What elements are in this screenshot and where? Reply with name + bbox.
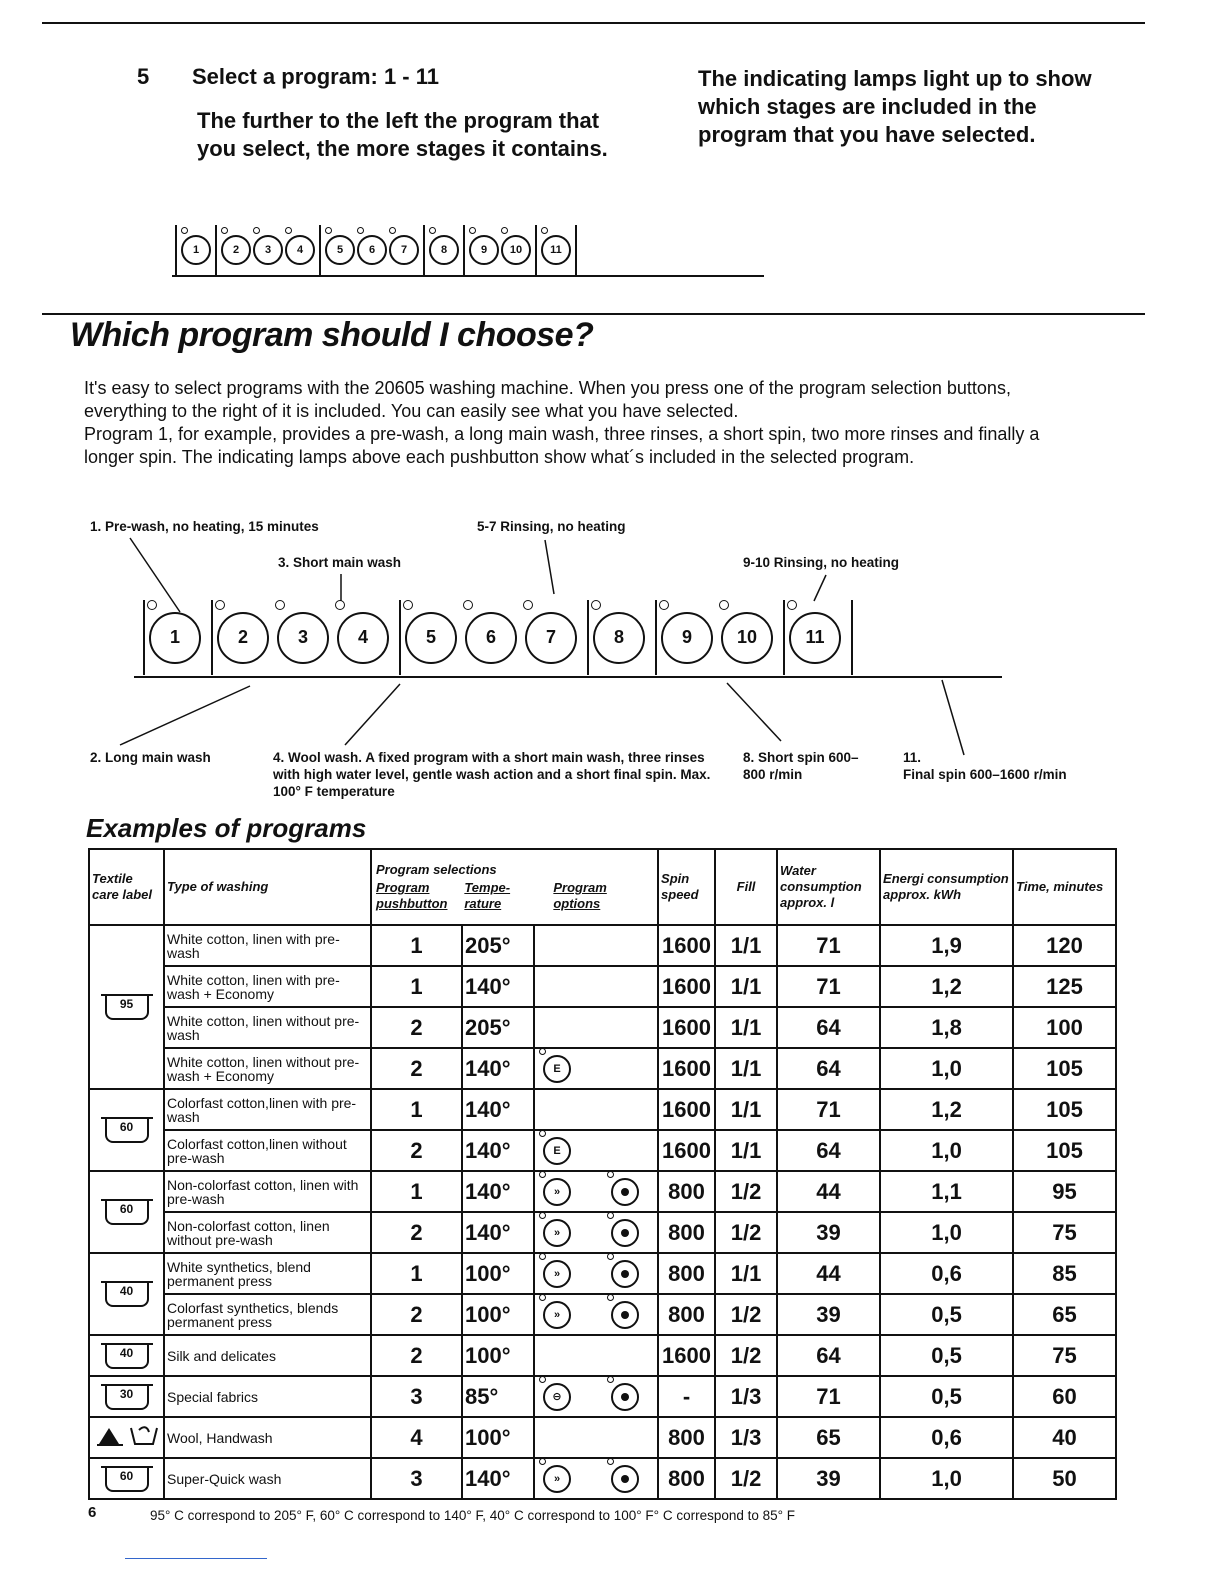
reduced-spin-option-icon — [611, 1465, 639, 1493]
cell-energy: 0,5 — [880, 1294, 1013, 1335]
cell-fill: 1/3 — [715, 1417, 777, 1458]
cell-spin: 800 — [658, 1294, 715, 1335]
stage-label-9-10: 9-10 Rinsing, no heating — [743, 555, 900, 570]
cell-fill: 1/2 — [715, 1171, 777, 1212]
cell-type: White cotton, linen without pre-wash — [164, 1007, 371, 1048]
stage-label-3: 3. Short main wash — [278, 555, 402, 570]
cell-water: 71 — [777, 1089, 880, 1130]
decorative-line — [125, 1558, 267, 1559]
cell-energy: 1,2 — [880, 1089, 1013, 1130]
wash-tub-icon: 60 — [105, 1117, 149, 1143]
cell-options — [534, 1212, 658, 1253]
indicator-lamp — [787, 600, 797, 610]
cell-options — [534, 1253, 658, 1294]
table-row — [89, 1212, 1116, 1253]
table-row — [89, 1089, 1116, 1130]
cell-options — [534, 1376, 658, 1417]
table-row — [89, 966, 1116, 1007]
cell-fill: 1/3 — [715, 1376, 777, 1417]
cell-temp: 100° — [462, 1253, 534, 1294]
cell-options — [534, 1335, 658, 1376]
cell-fill: 1/1 — [715, 1007, 777, 1048]
cell-water: 44 — [777, 1253, 880, 1294]
page-title: Which program should I choose? — [70, 316, 594, 354]
button-group — [587, 600, 655, 675]
cell-type: Colorfast synthetics, blends permanent press — [164, 1294, 371, 1335]
gentle-option-icon: » — [543, 1465, 571, 1493]
cell-options — [534, 1171, 658, 1212]
indicator-lamp — [607, 1212, 614, 1219]
no-spin-option-icon — [611, 1383, 639, 1411]
cell-type: White synthetics, blend permanent press — [164, 1253, 371, 1294]
cell-type: White cotton, linen without pre-wash + Economy — [164, 1048, 371, 1089]
step-description: The further to the left the program that you select, the more stages it contains. — [197, 108, 608, 161]
cell-options — [534, 925, 658, 966]
cell-temp: 85° — [462, 1376, 534, 1417]
header-energy: Energi consumption approx. kWh — [880, 849, 1013, 925]
cell-temp: 140° — [462, 1048, 534, 1089]
indicator-lamp — [403, 600, 413, 610]
cell-temp: 100° — [462, 1335, 534, 1376]
indicator-lamp — [335, 600, 345, 610]
cell-spin: 1600 — [658, 966, 715, 1007]
cell-fill: 1/1 — [715, 1089, 777, 1130]
cell-type: Colorfast cotton,linen with pre-wash — [164, 1089, 371, 1130]
cell-temp: 205° — [462, 1007, 534, 1048]
cell-fill: 1/1 — [715, 925, 777, 966]
header-type: Type of washing — [164, 849, 371, 925]
cell-button: 2 — [371, 1335, 462, 1376]
stage-label-2: 2. Long main wash — [90, 750, 211, 765]
cell-fill: 1/1 — [715, 966, 777, 1007]
indicator-lamp — [539, 1458, 546, 1465]
cell-spin: 800 — [658, 1171, 715, 1212]
cell-time: 100 — [1013, 1007, 1116, 1048]
indicator-lamp — [539, 1171, 546, 1178]
hand-wash-icon — [95, 1422, 159, 1448]
table-row — [89, 1335, 1116, 1376]
cell-spin: 800 — [658, 1212, 715, 1253]
cell-water: 64 — [777, 1048, 880, 1089]
cell-fill: 1/1 — [715, 1130, 777, 1171]
intro-paragraph-1: It's easy to select programs with the 20605 washing machine. When you press one of the program selection buttons, everything to the right of it is included. You can easily see what you have selected. — [84, 378, 1011, 421]
cell-temp: 100° — [462, 1294, 534, 1335]
wash-tub-icon: 30 — [105, 1384, 149, 1410]
cell-type: Super-Quick wash — [164, 1458, 371, 1499]
cell-button: 2 — [371, 1007, 462, 1048]
cell-spin: 1600 — [658, 1007, 715, 1048]
cell-temp: 140° — [462, 1130, 534, 1171]
cell-energy: 1,8 — [880, 1007, 1013, 1048]
header-water: Water consumption approx. l — [777, 849, 880, 925]
cell-options — [534, 1007, 658, 1048]
header-time: Time, minutes — [1013, 849, 1116, 925]
program-button-9[interactable]: 9 — [661, 612, 713, 664]
program-button-1[interactable]: 1 — [149, 612, 201, 664]
program-button-5[interactable]: 5 — [325, 235, 355, 265]
stage-label-5-7: 5-7 Rinsing, no heating — [477, 519, 626, 534]
header-fill: Fill — [715, 849, 777, 925]
reduced-spin-option-icon — [611, 1178, 639, 1206]
cell-energy: 0,6 — [880, 1253, 1013, 1294]
cell-button: 3 — [371, 1458, 462, 1499]
cell-time: 75 — [1013, 1212, 1116, 1253]
cell-time: 60 — [1013, 1376, 1116, 1417]
wash-tub-icon: 60 — [105, 1199, 149, 1225]
cell-temp: 100° — [462, 1417, 534, 1458]
stage-label-4: 4. Wool wash. A fixed program with a short main wash, three rinses with high water level, gentle wash action and a short final spin. Max. 100° F temperature — [273, 750, 711, 799]
cell-temp: 140° — [462, 1212, 534, 1253]
cell-temp: 140° — [462, 1089, 534, 1130]
lamps-note: The indicating lamps light up to show which stages are included in the program that you have selected. — [698, 66, 1092, 147]
cell-water: 64 — [777, 1007, 880, 1048]
wash-tub-icon: 95 — [105, 994, 149, 1020]
cell-water: 71 — [777, 966, 880, 1007]
cell-water: 44 — [777, 1171, 880, 1212]
indicator-lamp — [523, 600, 533, 610]
special-option-icon: ⊖ — [543, 1383, 571, 1411]
indicator-lamp — [539, 1212, 546, 1219]
cell-type: Special fabrics — [164, 1376, 371, 1417]
cell-spin: 800 — [658, 1253, 715, 1294]
cell-energy: 0,5 — [880, 1376, 1013, 1417]
reduced-spin-option-icon — [611, 1219, 639, 1247]
indicator-lamp — [539, 1294, 546, 1301]
cell-time: 50 — [1013, 1458, 1116, 1499]
cell-spin: 800 — [658, 1417, 715, 1458]
program-button-4[interactable]: 4 — [337, 612, 389, 664]
program-button-5[interactable]: 5 — [405, 612, 457, 664]
gentle-option-icon: » — [543, 1260, 571, 1288]
table-row — [89, 1130, 1116, 1171]
cell-time: 95 — [1013, 1171, 1116, 1212]
cell-spin: 1600 — [658, 1048, 715, 1089]
cell-time: 65 — [1013, 1294, 1116, 1335]
economy-option-icon: E — [543, 1137, 571, 1165]
program-button-8[interactable]: 8 — [593, 612, 645, 664]
cell-energy: 1,0 — [880, 1048, 1013, 1089]
button-group — [143, 600, 211, 675]
header-pushbutton: Program pushbutton — [376, 880, 448, 911]
program-button-7[interactable]: 7 — [389, 235, 419, 265]
cell-spin: - — [658, 1376, 715, 1417]
cell-energy: 1,1 — [880, 1171, 1013, 1212]
cell-button: 1 — [371, 925, 462, 966]
header-temperature: Tempe- rature — [464, 880, 511, 911]
programs-table — [88, 848, 1117, 1500]
indicator-lamp — [719, 600, 729, 610]
program-button-10[interactable]: 10 — [721, 612, 773, 664]
indicator-lamp — [607, 1171, 614, 1178]
cell-water: 39 — [777, 1212, 880, 1253]
cell-energy: 0,6 — [880, 1417, 1013, 1458]
cell-energy: 1,0 — [880, 1212, 1013, 1253]
stage-label-11: Final spin 600–1600 r/min — [903, 767, 1067, 782]
gentle-option-icon: » — [543, 1219, 571, 1247]
wash-tub-icon: 40 — [105, 1343, 149, 1369]
table-row — [89, 1048, 1116, 1089]
cell-water: 71 — [777, 925, 880, 966]
wash-tub-icon: 40 — [105, 1281, 149, 1307]
cell-time: 125 — [1013, 966, 1116, 1007]
cell-energy: 1,9 — [880, 925, 1013, 966]
cell-button: 1 — [371, 1253, 462, 1294]
cell-spin: 1600 — [658, 1130, 715, 1171]
cell-type: Wool, Handwash — [164, 1417, 371, 1458]
cell-options — [534, 1048, 658, 1089]
examples-title: Examples of programs — [86, 813, 367, 843]
cell-time: 40 — [1013, 1417, 1116, 1458]
cell-type: Silk and delicates — [164, 1335, 371, 1376]
cell-water: 71 — [777, 1376, 880, 1417]
cell-energy: 1,0 — [880, 1458, 1013, 1499]
indicator-lamp — [607, 1294, 614, 1301]
cell-fill: 1/2 — [715, 1458, 777, 1499]
cell-spin: 1600 — [658, 1335, 715, 1376]
cell-type: Colorfast cotton,linen without pre-wash — [164, 1130, 371, 1171]
indicator-lamp — [539, 1253, 546, 1260]
cell-time: 105 — [1013, 1048, 1116, 1089]
indicator-lamp — [275, 600, 285, 610]
cell-spin: 800 — [658, 1458, 715, 1499]
table-row — [89, 1007, 1116, 1048]
cell-type: White cotton, linen with pre-wash — [164, 925, 371, 966]
table-row — [89, 1376, 1116, 1417]
reduced-spin-option-icon — [611, 1260, 639, 1288]
cell-button: 1 — [371, 966, 462, 1007]
indicator-lamp — [607, 1253, 614, 1260]
cell-energy: 1,2 — [880, 966, 1013, 1007]
cell-options — [534, 1294, 658, 1335]
cell-options — [534, 966, 658, 1007]
cell-button: 3 — [371, 1376, 462, 1417]
cell-type: White cotton, linen with pre-wash + Economy — [164, 966, 371, 1007]
cell-fill: 1/2 — [715, 1212, 777, 1253]
button-group — [211, 600, 399, 675]
cell-energy: 1,0 — [880, 1130, 1013, 1171]
cell-time: 105 — [1013, 1089, 1116, 1130]
cell-water: 39 — [777, 1458, 880, 1499]
wash-tub-icon: 60 — [105, 1466, 149, 1492]
table-row — [89, 1253, 1116, 1294]
indicator-lamp — [591, 600, 601, 610]
indicator-lamp — [147, 600, 157, 610]
stage-label-1: 1. Pre-wash, no heating, 15 minutes — [90, 519, 319, 534]
program-button-3[interactable]: 3 — [253, 235, 283, 265]
care-label-cell — [89, 1171, 164, 1253]
care-label-cell — [89, 1417, 164, 1458]
program-button-panel — [143, 600, 853, 675]
care-label-cell — [89, 925, 164, 1089]
indicator-lamp — [539, 1048, 546, 1055]
program-button-8[interactable]: 8 — [429, 235, 459, 265]
table-row — [89, 1294, 1116, 1335]
cell-fill: 1/2 — [715, 1335, 777, 1376]
cell-options — [534, 1089, 658, 1130]
header-textile: Textile care label — [89, 849, 164, 925]
care-label-cell — [89, 1089, 164, 1171]
cell-button: 4 — [371, 1417, 462, 1458]
indicator-lamp — [607, 1458, 614, 1465]
economy-option-icon: E — [543, 1055, 571, 1083]
program-button-10[interactable]: 10 — [501, 235, 531, 265]
care-label-cell — [89, 1253, 164, 1335]
step-number: 5 — [137, 64, 150, 89]
cell-type: Non-colorfast cotton, linen with pre-wash — [164, 1171, 371, 1212]
button-group — [655, 600, 783, 675]
cell-time: 85 — [1013, 1253, 1116, 1294]
page-number: 6 — [88, 1504, 97, 1521]
cell-temp: 205° — [462, 925, 534, 966]
cell-fill: 1/2 — [715, 1294, 777, 1335]
care-label-cell — [89, 1335, 164, 1376]
cell-temp: 140° — [462, 1171, 534, 1212]
stage-label-8: 8. Short spin 600– 800 r/min — [743, 750, 859, 782]
program-button-11[interactable]: 11 — [789, 612, 841, 664]
cell-button: 1 — [371, 1171, 462, 1212]
indicator-lamp — [215, 600, 225, 610]
program-button-2[interactable]: 2 — [217, 612, 269, 664]
step-title: Select a program: 1 - 11 — [192, 64, 439, 89]
program-button-9[interactable]: 9 — [469, 235, 499, 265]
cell-button: 1 — [371, 1089, 462, 1130]
program-button-11[interactable]: 11 — [541, 235, 571, 265]
care-label-cell — [89, 1458, 164, 1499]
cell-button: 2 — [371, 1130, 462, 1171]
cell-type: Non-colorfast cotton, linen without pre-wash — [164, 1212, 371, 1253]
cell-temp: 140° — [462, 966, 534, 1007]
table-row — [89, 925, 1116, 966]
header-spin: Spin speed — [658, 849, 715, 925]
stage-label-11-number: 11. — [903, 750, 922, 765]
header-program-selections — [371, 849, 658, 925]
cell-water: 64 — [777, 1335, 880, 1376]
program-button-2[interactable]: 2 — [221, 235, 251, 265]
cell-button: 2 — [371, 1294, 462, 1335]
cell-fill: 1/1 — [715, 1253, 777, 1294]
header-options: Program options — [553, 880, 607, 911]
indicator-lamp — [463, 600, 473, 610]
indicator-lamp — [539, 1376, 546, 1383]
gentle-option-icon: » — [543, 1301, 571, 1329]
cell-options — [534, 1130, 658, 1171]
intro-paragraph-2: Program 1, for example, provides a pre-wash, a long main wash, three rinses, a short spin, two more rinses and finally a longer spin. The indicating lamps above each pushbutton show what´s included in the selected program. — [84, 424, 1040, 467]
cell-spin: 1600 — [658, 925, 715, 966]
button-group — [399, 600, 587, 675]
table-header-row — [89, 849, 1116, 925]
table-row — [89, 1171, 1116, 1212]
indicator-lamp — [539, 1130, 546, 1137]
cell-time: 105 — [1013, 1130, 1116, 1171]
cell-button: 2 — [371, 1212, 462, 1253]
gentle-option-icon: » — [543, 1178, 571, 1206]
program-button-7[interactable]: 7 — [525, 612, 577, 664]
cell-spin: 1600 — [658, 1089, 715, 1130]
big-panel-baseline — [134, 676, 1002, 678]
footnote: 95° C correspond to 205° F, 60° C correspond to 140° F, 40° C correspond to 100° F° C correspond to 85° F — [150, 1508, 796, 1523]
header-program-selections-title: Program selections — [376, 862, 497, 877]
program-button-1[interactable]: 1 — [181, 235, 211, 265]
program-button-6[interactable]: 6 — [465, 612, 517, 664]
program-button-4[interactable]: 4 — [285, 235, 315, 265]
cell-time: 75 — [1013, 1335, 1116, 1376]
cell-options — [534, 1417, 658, 1458]
cell-water: 65 — [777, 1417, 880, 1458]
indicator-lamp — [607, 1376, 614, 1383]
cell-options — [534, 1458, 658, 1499]
cell-water: 64 — [777, 1130, 880, 1171]
table-row — [89, 1417, 1116, 1458]
care-label-cell — [89, 1376, 164, 1417]
cell-energy: 0,5 — [880, 1335, 1013, 1376]
button-group — [783, 600, 853, 675]
indicator-lamp — [659, 600, 669, 610]
cell-button: 2 — [371, 1048, 462, 1089]
program-button-6[interactable]: 6 — [357, 235, 387, 265]
cell-water: 39 — [777, 1294, 880, 1335]
cell-time: 120 — [1013, 925, 1116, 966]
cell-temp: 140° — [462, 1458, 534, 1499]
reduced-spin-option-icon — [611, 1301, 639, 1329]
cell-fill: 1/1 — [715, 1048, 777, 1089]
program-button-3[interactable]: 3 — [277, 612, 329, 664]
table-row — [89, 1458, 1116, 1499]
